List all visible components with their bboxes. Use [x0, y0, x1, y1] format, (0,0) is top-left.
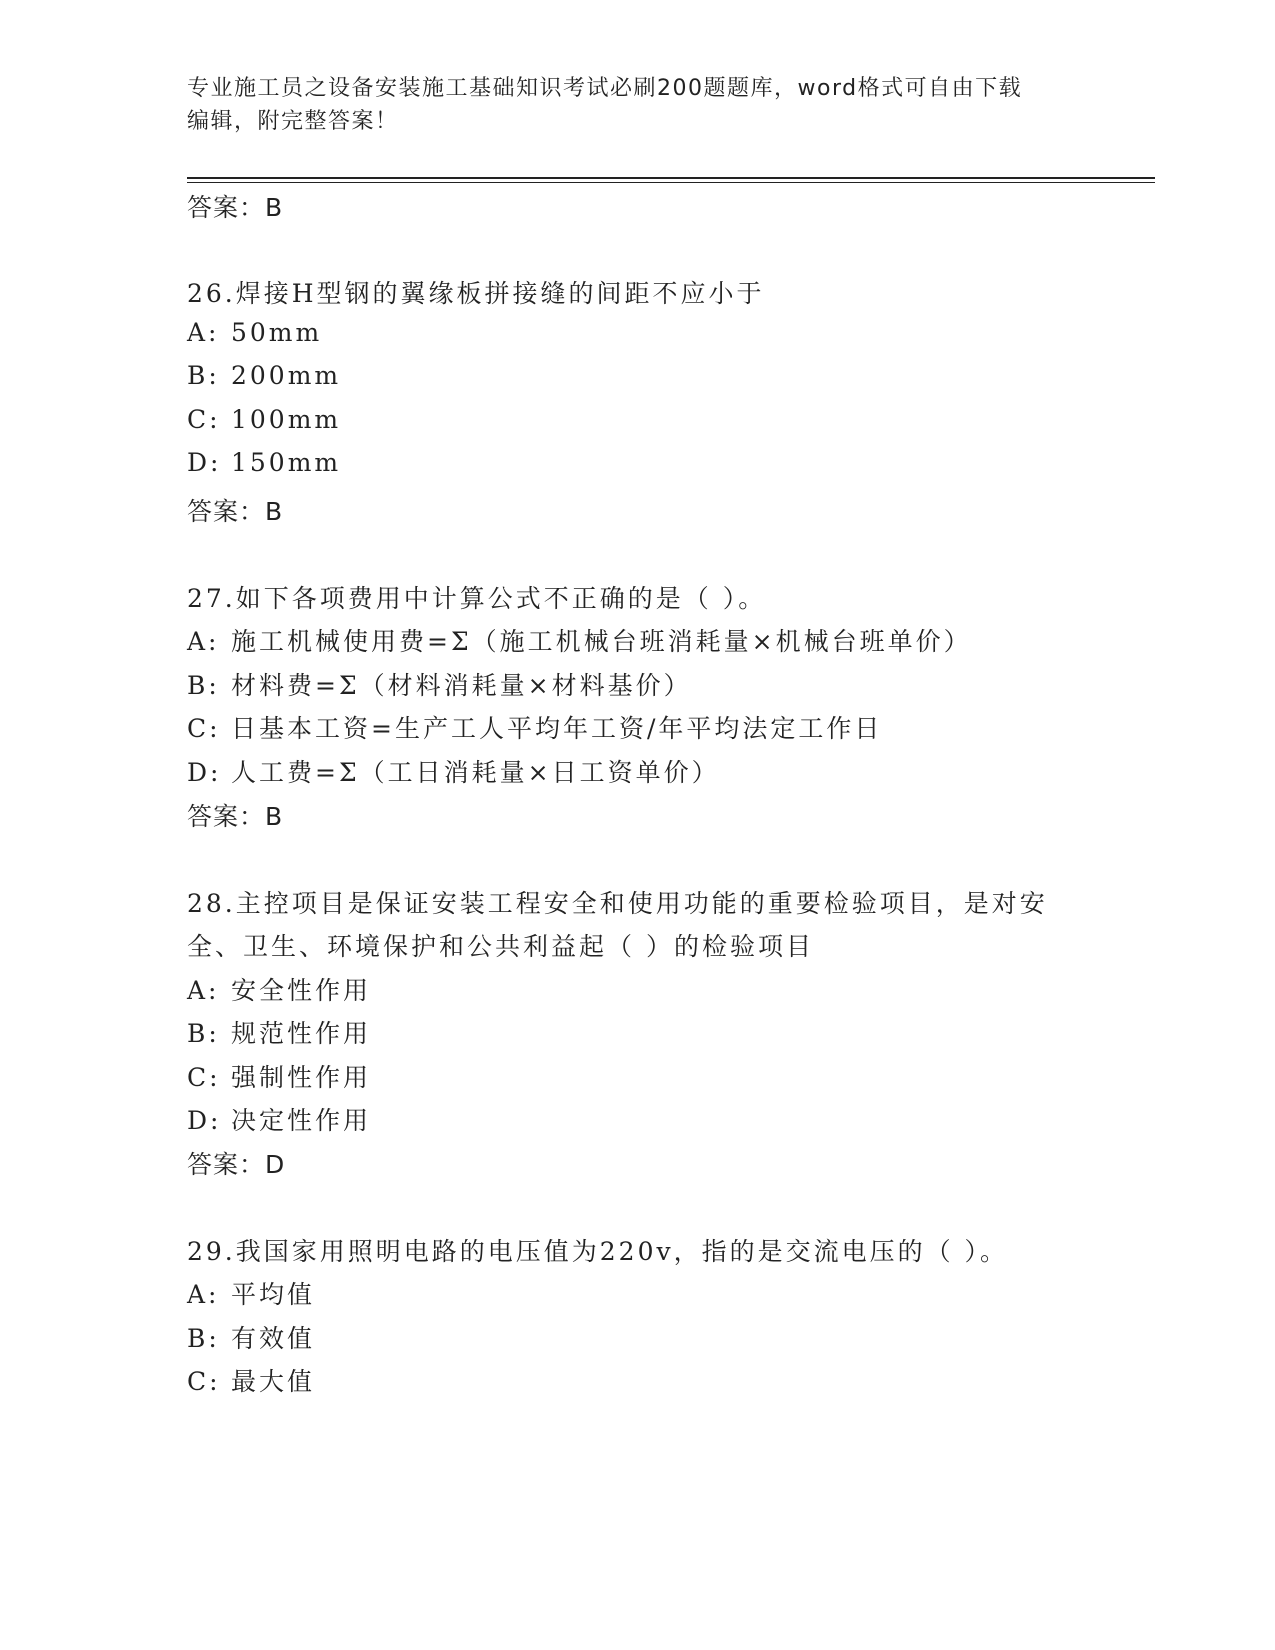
option-letter: B:: [187, 1019, 220, 1048]
question-26-answer: 答案：B: [187, 497, 284, 526]
prev-answer: 答案：B: [187, 193, 284, 222]
option-letter: C:: [187, 1063, 221, 1092]
question-27-option-c: [187, 709, 882, 745]
option-letter: B:: [187, 361, 220, 390]
option-text: 规范性作用: [231, 1019, 372, 1048]
question-29-option-c: [187, 1362, 315, 1398]
question-27-option-d: [187, 753, 720, 789]
question-29-option-b: [187, 1319, 315, 1355]
option-letter: A:: [187, 976, 220, 1005]
question-28-text-line-1: 28.主控项目是保证安装工程安全和使用功能的重要检验项目，是对安: [187, 889, 1048, 918]
option-text: 人工费=Σ（工日消耗量×日工资单价）: [231, 758, 720, 787]
option-letter: D:: [187, 448, 222, 477]
option-text: 最大值: [231, 1367, 316, 1396]
question-28-text-line-2: 全、卫生、环境保护和公共利益起（ ）的检验项目: [187, 932, 814, 961]
option-text: 平均值: [231, 1280, 316, 1309]
page-header: [187, 72, 1077, 138]
question-28-option-c: [187, 1058, 371, 1094]
option-letter: C:: [187, 714, 221, 743]
question-26-option-a: [187, 318, 322, 347]
option-letter: A:: [187, 1280, 220, 1309]
option-text: 安全性作用: [231, 976, 372, 1005]
option-text: 200mm: [231, 361, 342, 390]
option-letter: B:: [187, 671, 220, 700]
option-text: 150mm: [231, 448, 342, 477]
option-text: 50mm: [231, 318, 323, 347]
option-text: 100mm: [231, 405, 342, 434]
option-letter: D:: [187, 1106, 222, 1135]
option-letter: A:: [187, 318, 220, 347]
header-line-1: 专业施工员之设备安装施工基础知识考试必刷200题题库，word格式可自由下载: [187, 76, 1023, 101]
question-26-option-c: [187, 405, 341, 434]
question-28-answer: 答案：D: [187, 1150, 286, 1179]
question-26-option-b: [187, 361, 341, 390]
question-26-text: 26.焊接H型钢的翼缘板拼接缝的间距不应小于: [187, 279, 765, 308]
question-27-option-b: [187, 666, 692, 702]
option-text: 有效值: [231, 1324, 316, 1353]
question-29-option-a: [187, 1275, 315, 1311]
question-28-option-d: [187, 1101, 371, 1137]
option-text: 施工机械使用费=Σ（施工机械台班消耗量×机械台班单价）: [231, 627, 972, 656]
question-28-option-a: [187, 971, 371, 1007]
question-27-option-a: [187, 622, 972, 658]
header-divider-thin: [187, 182, 1155, 183]
question-26-option-d: [187, 448, 341, 477]
header-line-2: 编辑，附完整答案！: [187, 109, 399, 134]
option-letter: D:: [187, 758, 222, 787]
option-letter: C:: [187, 1367, 221, 1396]
option-text: 强制性作用: [231, 1063, 372, 1092]
option-text: 日基本工资=生产工人平均年工资/年平均法定工作日: [231, 714, 883, 743]
question-27-answer: 答案：B: [187, 802, 284, 831]
option-text: 材料费=Σ（材料消耗量×材料基价）: [231, 671, 692, 700]
option-letter: B:: [187, 1324, 220, 1353]
option-text: 决定性作用: [231, 1106, 372, 1135]
option-letter: C:: [187, 405, 221, 434]
option-letter: A:: [187, 627, 220, 656]
question-29-text: 29.我国家用照明电路的电压值为220v，指的是交流电压的（ ）。: [187, 1237, 1009, 1266]
header-divider: [187, 177, 1155, 179]
question-27-text: 27.如下各项费用中计算公式不正确的是（ ）。: [187, 584, 767, 613]
question-28-option-b: [187, 1014, 371, 1050]
